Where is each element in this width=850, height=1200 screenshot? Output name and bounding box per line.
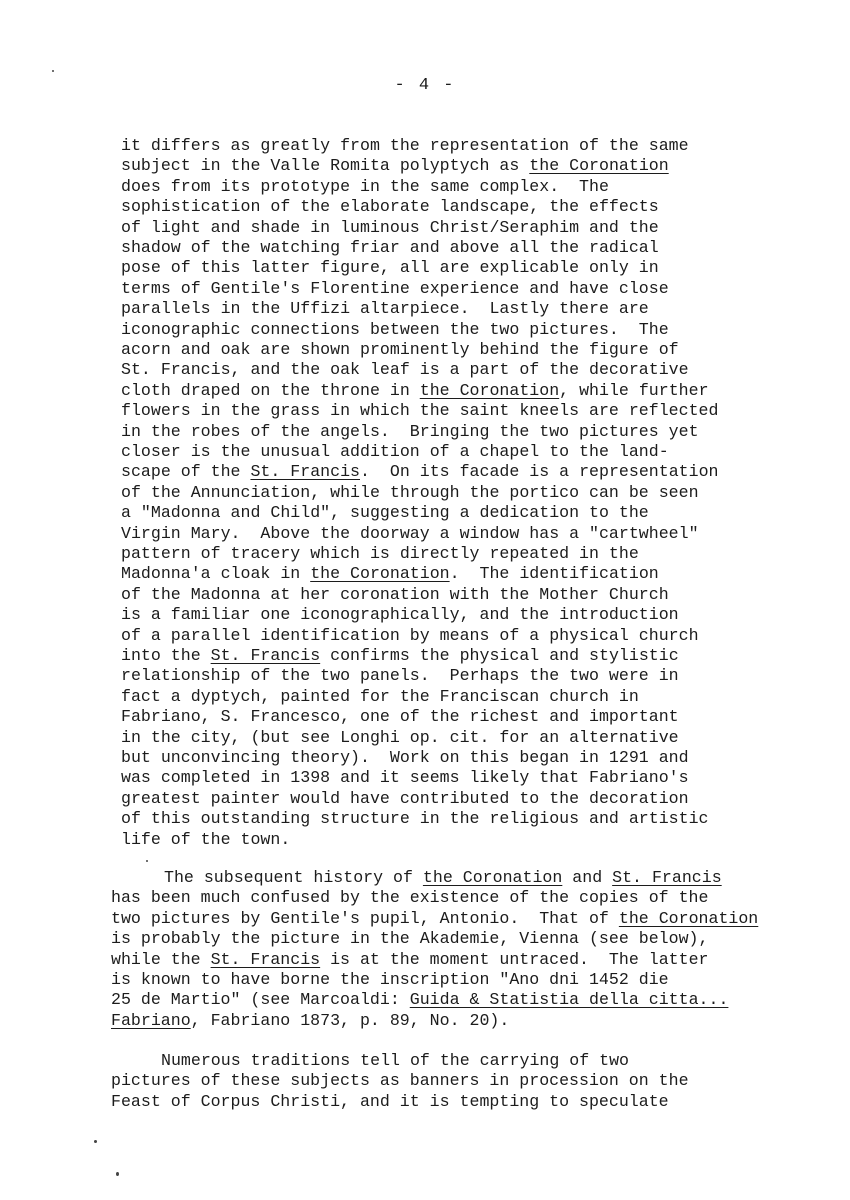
- text-run: in the city, (but see Longhi op. cit. for an alternative: [121, 727, 679, 747]
- text-run: relationship of the two panels. Perhaps the two were in: [121, 666, 679, 686]
- text-run: confirms the physical and stylistic: [320, 646, 679, 665]
- text-line: [121, 707, 679, 727]
- text-line: [121, 544, 639, 564]
- text-run: pattern of tracery which is directly repeated in the: [121, 544, 639, 563]
- scan-speck: [116, 1172, 119, 1176]
- text-run: 25 de Martio" (see Marcoaldi:: [111, 990, 410, 1010]
- text-run: of the Annunciation, while through the portico can be seen: [121, 482, 699, 502]
- text-run: St. Francis, and the oak leaf is a part of the decorative: [121, 360, 689, 380]
- text-run: has been much confused by the existence of the copies of the: [111, 888, 709, 908]
- text-run: , Fabriano 1873, p. 89, No. 20).: [190, 1010, 510, 1030]
- text-run: terms of Gentile's Florentine experience and have close: [121, 278, 669, 298]
- text-run: in the robes of the angels. Bringing the two pictures yet: [121, 421, 699, 441]
- text-run: The subsequent history of: [164, 868, 423, 887]
- text-run: . On its facade is a representation: [360, 462, 719, 482]
- text-line: [121, 564, 659, 584]
- text-line: [121, 340, 679, 360]
- text-run: Numerous traditions tell of the carrying of two: [161, 1051, 630, 1070]
- page-number: - 4 -: [394, 76, 456, 95]
- text-line: [121, 258, 659, 278]
- text-line: [111, 1092, 669, 1112]
- text-line: [111, 970, 669, 990]
- text-line: [121, 136, 689, 156]
- text-run: it differs as greatly from the representation of the same: [121, 136, 689, 155]
- text-line: [121, 177, 609, 197]
- underlined-title: the Coronation: [310, 564, 450, 584]
- text-run: of this outstanding structure in the religious and artistic: [121, 809, 709, 829]
- text-line: [121, 381, 709, 401]
- text-line: [121, 360, 689, 380]
- text-run: sophistication of the elaborate landscape, the effects: [121, 197, 659, 217]
- text-line: [121, 401, 718, 421]
- text-line: [121, 768, 689, 788]
- underlined-title: Fabriano: [111, 1010, 191, 1030]
- text-line: [121, 442, 669, 462]
- text-run: is known to have borne the inscription "Ano dni 1452 die: [111, 970, 669, 989]
- text-run: greatest painter would have contributed to the decoration: [121, 788, 689, 808]
- text-run: and: [562, 868, 613, 887]
- text-run: pose of this latter figure, all are explicable only in: [121, 258, 659, 278]
- underlined-title: the Coronation: [618, 908, 759, 928]
- text-run: iconographic connections between the two pictures. The: [121, 319, 669, 339]
- text-line: [121, 279, 669, 299]
- text-run: of light and shade in luminous Christ/Seraphim and the: [121, 217, 659, 237]
- text-line: [121, 605, 679, 625]
- scan-speck: [94, 1140, 97, 1143]
- text-run: acorn and oak are shown prominently behind the figure of: [121, 340, 679, 359]
- text-run: pictures of these subjects as banners in procession on the: [111, 1071, 689, 1091]
- text-line: [121, 646, 679, 666]
- underlined-title: Guida & Statistia della citta...: [409, 990, 729, 1010]
- text-line: [121, 728, 679, 748]
- text-line: [121, 748, 689, 768]
- text-line: [121, 422, 699, 442]
- text-run: was completed in 1398 and it seems likely that Fabriano's: [121, 768, 689, 788]
- text-run: cloth draped on the throne in: [121, 380, 420, 400]
- text-line: [111, 1071, 689, 1091]
- text-line: [111, 909, 758, 929]
- text-run: flowers in the grass in which the saint kneels are reflected: [121, 401, 719, 421]
- text-line: [121, 156, 669, 176]
- text-line: [121, 666, 679, 686]
- text-line: [121, 809, 709, 829]
- text-line: [111, 888, 708, 908]
- scan-speck: [146, 860, 148, 862]
- text-run: fact a dyptych, painted for the Franciscan church in: [121, 686, 639, 706]
- text-run: a "Madonna and Child", suggesting a dedication to the: [121, 503, 649, 523]
- text-run: . The identification: [449, 564, 659, 584]
- text-run: is a familiar one iconographically, and the introduction: [121, 605, 679, 625]
- text-line: [121, 503, 649, 523]
- text-run: parallels in the Uffizi altarpiece. Lastly there are: [121, 299, 649, 319]
- underlined-title: the Coronation: [422, 868, 563, 887]
- scan-speck: [52, 70, 54, 72]
- text-line: [111, 990, 728, 1010]
- text-line: [121, 299, 649, 319]
- underlined-title: the Coronation: [419, 380, 560, 400]
- text-run: Fabriano, S. Francesco, one of the richest and important: [121, 707, 679, 727]
- text-line: [121, 483, 699, 503]
- underlined-title: St. Francis: [210, 646, 321, 665]
- text-run: does from its prototype in the same complex. The: [121, 176, 609, 196]
- text-line: [111, 950, 709, 970]
- text-run: , while further: [559, 380, 709, 400]
- text-line: [111, 929, 708, 949]
- underlined-title: St. Francis: [612, 868, 722, 887]
- text-line: [121, 626, 699, 646]
- text-run: shadow of the watching friar and above all the radical: [121, 238, 659, 257]
- text-line: [164, 868, 722, 888]
- text-line: [121, 320, 669, 340]
- text-line: [121, 524, 699, 544]
- text-line: [121, 789, 689, 809]
- text-run: Madonna'a cloak in: [121, 564, 311, 584]
- text-line: [121, 830, 290, 850]
- text-run: two pictures by Gentile's pupil, Antonio. That of: [111, 908, 619, 928]
- text-run: Feast of Corpus Christi, and it is tempting to speculate: [111, 1091, 669, 1111]
- text-run: into the: [121, 646, 211, 665]
- text-line: [121, 687, 639, 707]
- text-run: scape of the: [121, 462, 251, 482]
- text-run: life of the town.: [121, 829, 291, 849]
- underlined-title: St. Francis: [250, 462, 360, 482]
- text-run: Virgin Mary. Above the doorway a window has a "cartwheel": [121, 523, 699, 543]
- underlined-title: the Coronation: [529, 156, 669, 176]
- text-run: closer is the unusual addition of a chapel to the land-: [121, 442, 669, 461]
- text-line: [161, 1051, 629, 1071]
- text-run: is at the moment untraced. The latter: [320, 949, 709, 969]
- text-run: of the Madonna at her coronation with the Mother Church: [121, 584, 669, 604]
- text-run: but unconvincing theory). Work on this began in 1291 and: [121, 748, 689, 767]
- text-run: subject in the Valle Romita polyptych as: [121, 156, 530, 176]
- text-line: [111, 1011, 509, 1031]
- text-run: is probably the picture in the Akademie, Vienna (see below),: [111, 929, 709, 949]
- text-run: of a parallel identification by means of a physical church: [121, 625, 699, 645]
- text-line: [121, 197, 659, 217]
- text-line: [121, 585, 669, 605]
- text-line: [121, 462, 718, 482]
- text-line: [121, 238, 659, 258]
- underlined-title: St. Francis: [210, 949, 321, 969]
- text-line: [121, 218, 659, 238]
- text-run: while the: [111, 949, 211, 969]
